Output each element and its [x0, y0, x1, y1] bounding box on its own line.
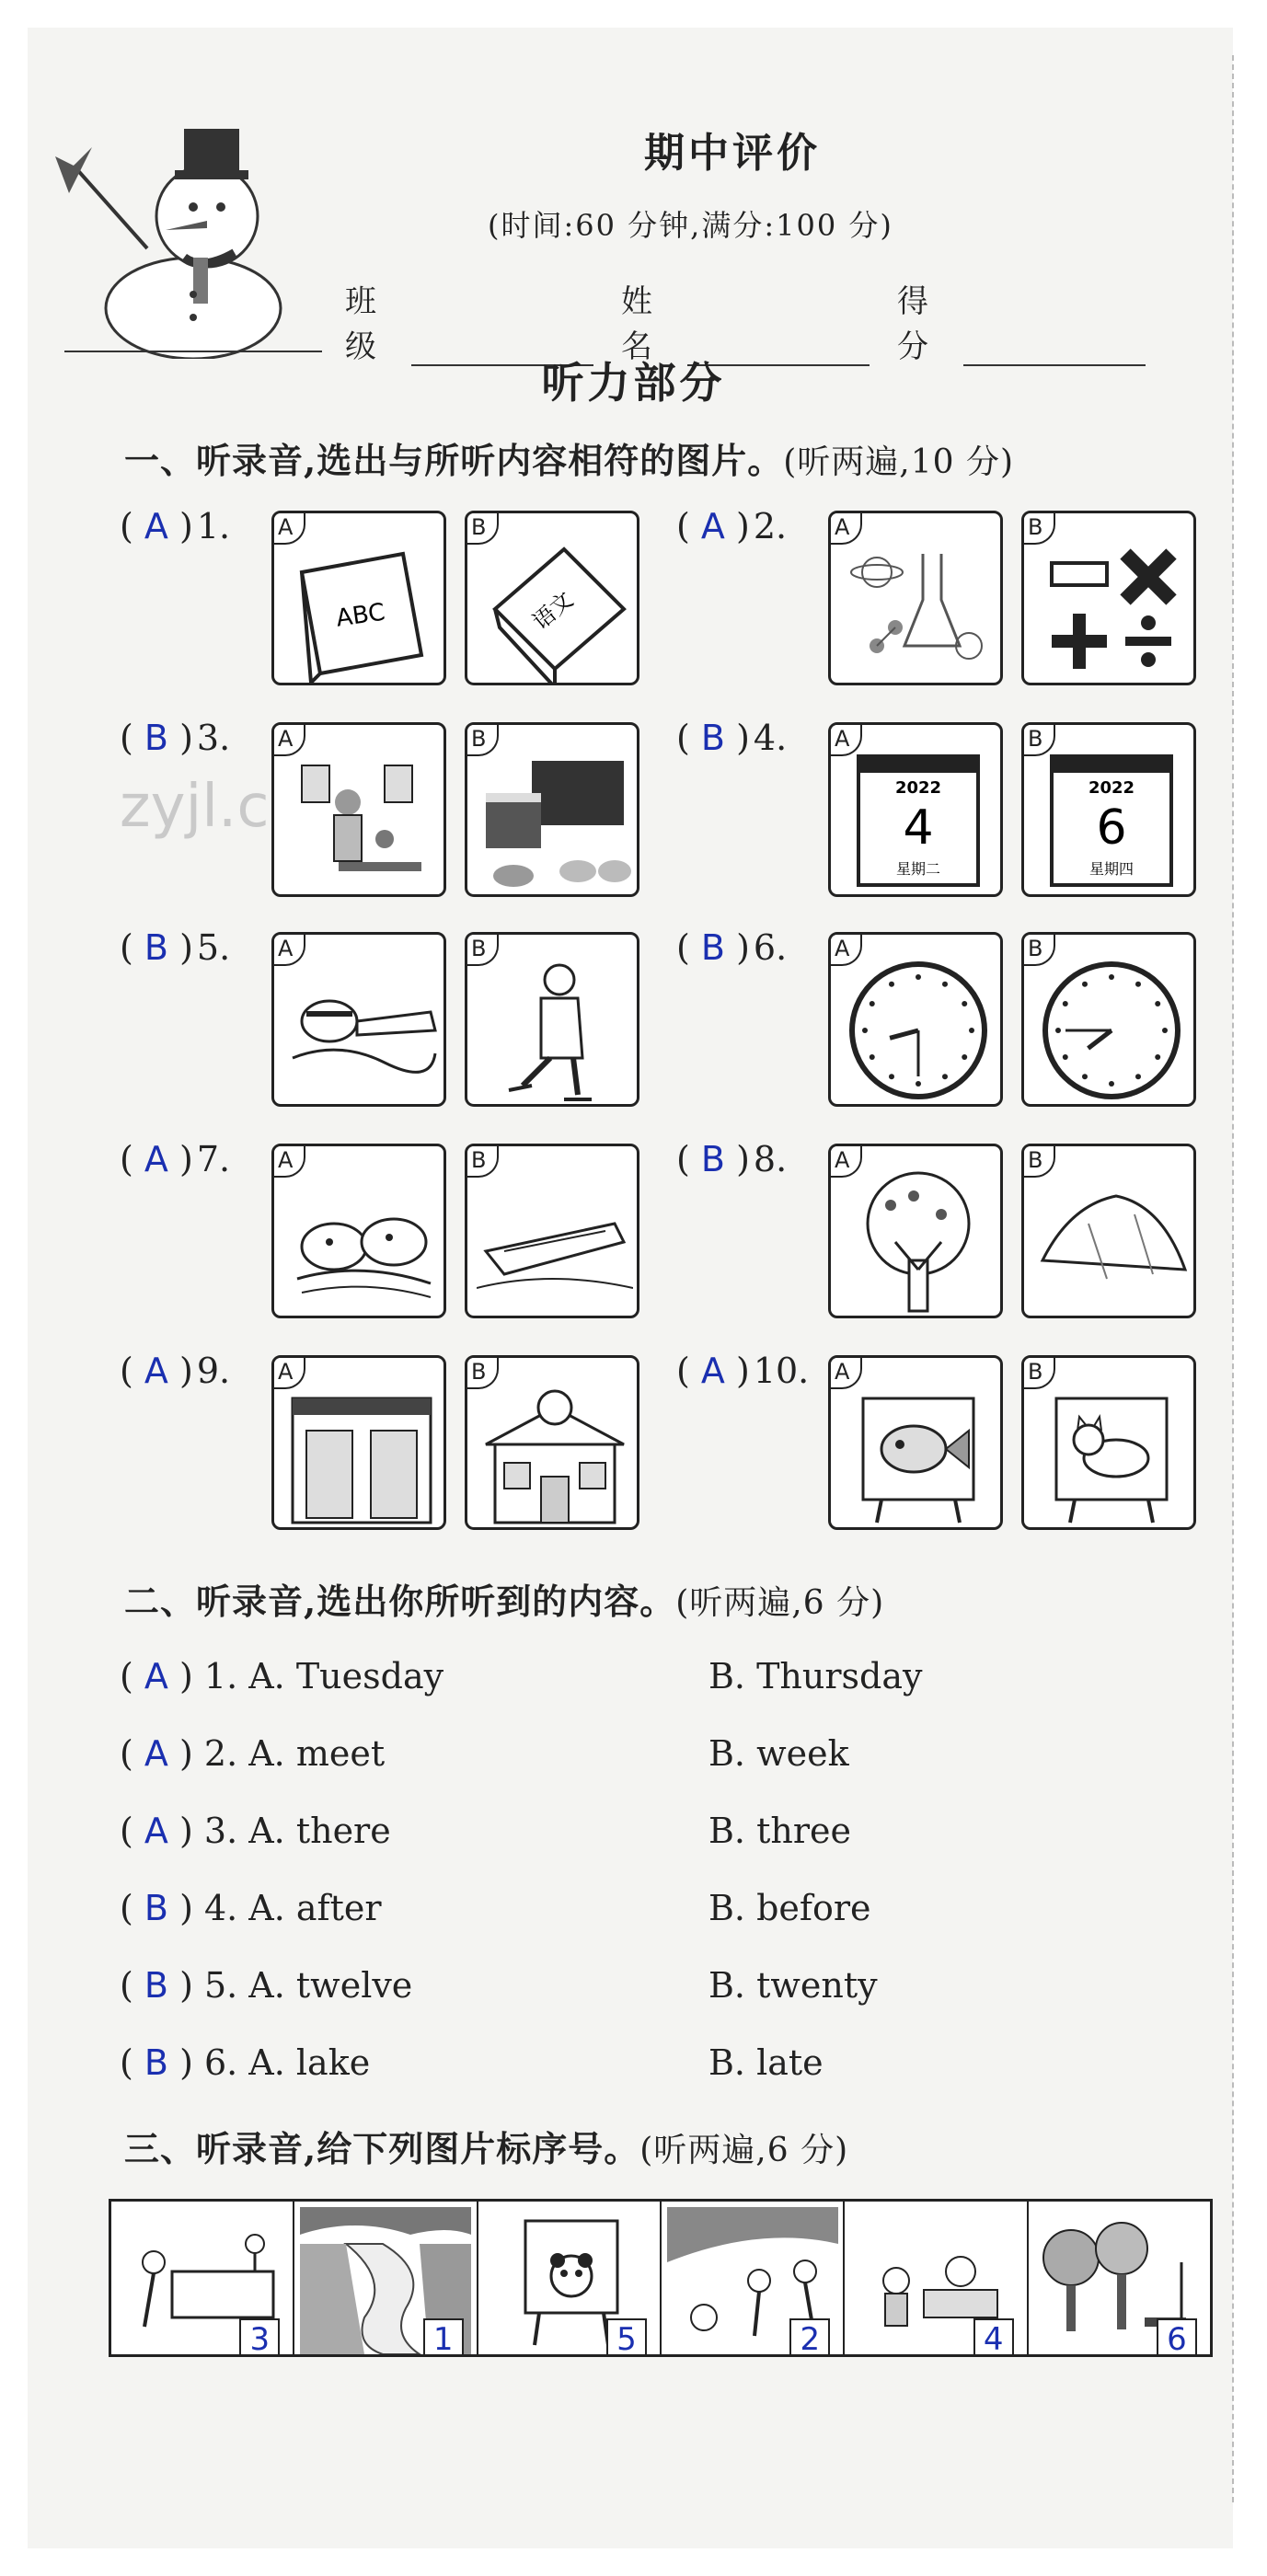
part2-option-a: ( A ) 1. A. Tuesday	[120, 1656, 444, 1696]
part1-question	[676, 506, 787, 546]
answer-value[interactable]: A	[144, 1656, 168, 1696]
part2-note: (听两遍,6 分)	[675, 1584, 885, 1622]
answer-value[interactable]: B	[144, 1965, 168, 2006]
option-a-picture[interactable]	[271, 1355, 446, 1530]
option-b-text: B. late	[708, 2042, 824, 2083]
option-a-text: 2. A. meet	[203, 1733, 386, 1774]
part3-picture	[1029, 2202, 1210, 2354]
sequence-number-box[interactable]: 2	[789, 2318, 830, 2354]
answer-value: B	[700, 927, 725, 968]
part3-heading	[124, 2121, 848, 2171]
calendar-day: 4	[903, 800, 934, 856]
part1-question	[120, 927, 230, 968]
listening-heading: 听力部分	[541, 358, 726, 408]
option-a-picture[interactable]	[828, 932, 1003, 1107]
shop-illustration	[283, 1380, 440, 1527]
option-a-text: 1. A. Tuesday	[203, 1656, 444, 1696]
part2-item	[120, 1888, 1132, 1928]
ducks-illustration	[283, 1168, 440, 1316]
answer-paren[interactable]: ( B ) 6.	[676, 927, 788, 968]
answer-value[interactable]: A	[144, 1811, 168, 1851]
science-illustration	[840, 535, 996, 683]
option-label: A	[831, 725, 862, 756]
watermark: zyjl.c	[120, 773, 270, 841]
option-label: A	[274, 935, 305, 966]
part1-question	[676, 1351, 810, 1391]
question-number: 5.	[196, 927, 231, 968]
answer-value: B	[700, 718, 725, 758]
question-number: 2.	[753, 506, 788, 546]
answer-value: A	[700, 506, 725, 546]
option-a-text: 6. A. lake	[203, 2042, 371, 2083]
option-a-picture[interactable]	[828, 1144, 1003, 1318]
part2-heading	[124, 1573, 884, 1624]
tree-illustration	[840, 1168, 996, 1316]
fold-line	[1232, 55, 1234, 2502]
option-b-text: B. week	[708, 1733, 849, 1774]
option-b-picture[interactable]	[465, 1144, 639, 1318]
answer-paren[interactable]: ( A ) 10.	[676, 1351, 810, 1391]
calendar-weekday: 星期二	[895, 860, 941, 878]
part2-item	[120, 1656, 1132, 1696]
option-b-picture[interactable]	[1021, 511, 1196, 685]
part3-picture	[662, 2202, 845, 2354]
part3-picture	[111, 2202, 294, 2354]
answer-value: A	[144, 1139, 168, 1179]
sequence-number-box[interactable]: 6	[1157, 2318, 1197, 2354]
option-label: A	[274, 725, 305, 756]
option-b-picture[interactable]	[465, 932, 639, 1107]
option-label: B	[1024, 725, 1055, 756]
answer-value[interactable]: B	[144, 1888, 168, 1928]
question-number: 9.	[196, 1351, 231, 1391]
part1-question	[676, 1139, 787, 1179]
option-a-picture[interactable]	[271, 932, 446, 1107]
part2-item	[120, 2042, 1132, 2083]
part1-question	[676, 718, 787, 758]
book-title: ABC	[334, 598, 387, 633]
calendar-year: 2022	[894, 778, 942, 798]
calendar-day: 6	[1096, 800, 1127, 856]
skating-illustration	[477, 957, 633, 1104]
option-label: B	[1024, 513, 1055, 545]
question-number: 6.	[753, 927, 788, 968]
restaurant-illustration	[477, 1380, 633, 1527]
answer-paren[interactable]: ( B ) 8.	[676, 1139, 788, 1179]
option-b-picture[interactable]	[1021, 1144, 1196, 1318]
option-a-text: 4. A. after	[203, 1888, 382, 1928]
sequence-number-box[interactable]: 5	[606, 2318, 647, 2354]
calendar-4-illustration	[840, 747, 996, 894]
cat-drawing-illustration	[1033, 1380, 1190, 1527]
option-label: B	[1024, 1146, 1055, 1178]
option-label: A	[831, 1358, 862, 1389]
exam-duration-score: (时间:60 分钟,满分:100 分)	[488, 208, 893, 243]
fish-drawing-illustration	[840, 1380, 996, 1527]
option-label: A	[831, 935, 862, 966]
part2-option-a: ( B ) 6. A. lake	[120, 2042, 371, 2083]
part1-question	[120, 1351, 230, 1391]
boat-illustration	[477, 1168, 633, 1316]
option-b-text: B. Thursday	[708, 1656, 923, 1696]
book-abc-illustration	[283, 535, 440, 683]
calendar-6-illustration	[1033, 747, 1190, 894]
part2-item	[120, 1965, 1132, 2006]
music-room-illustration	[477, 747, 633, 894]
answer-paren[interactable]: ( A ) 2.	[676, 506, 788, 546]
answer-paren[interactable]: ( B ) 5.	[120, 927, 231, 968]
answer-paren[interactable]: ( A ) 1.	[120, 506, 231, 546]
sequence-number-box[interactable]: 4	[973, 2318, 1014, 2354]
page-title: 期中评价	[644, 130, 821, 177]
part3-picture	[845, 2202, 1028, 2354]
part1-question	[676, 927, 787, 968]
option-label: A	[274, 1146, 305, 1178]
part2-item	[120, 1733, 1132, 1774]
answer-paren[interactable]: ( A ) 9.	[120, 1351, 231, 1391]
option-label: A	[831, 1146, 862, 1178]
option-label: B	[467, 1358, 499, 1389]
part2-title: 二、听录音,选出你所听到的内容。	[124, 1581, 676, 1622]
question-number: 4.	[753, 718, 788, 758]
option-a-picture[interactable]	[828, 511, 1003, 685]
part1-heading	[124, 432, 1014, 483]
question-number: 1.	[196, 506, 231, 546]
option-label: A	[831, 513, 862, 545]
part3-picture	[478, 2202, 662, 2354]
part1-question	[120, 506, 230, 546]
option-label: A	[274, 1358, 305, 1389]
answer-value[interactable]: A	[144, 1733, 168, 1774]
question-number: 10.	[753, 1351, 810, 1391]
answer-value: B	[700, 1139, 725, 1179]
name-label: 姓名	[621, 283, 652, 365]
sequence-number-box[interactable]: 1	[423, 2318, 464, 2354]
part1-question	[120, 718, 230, 758]
option-a-text: 5. A. twelve	[203, 1965, 413, 2006]
question-number: 8.	[753, 1139, 788, 1179]
option-a-picture[interactable]	[828, 722, 1003, 897]
answer-value: B	[144, 927, 168, 968]
option-b-picture[interactable]	[465, 722, 639, 897]
option-a-picture[interactable]	[271, 1144, 446, 1318]
part2-option-a: ( A ) 3. A. there	[120, 1811, 391, 1851]
answer-value[interactable]: B	[144, 2042, 168, 2083]
calendar-weekday: 星期四	[1088, 860, 1135, 878]
option-b-text: B. twenty	[708, 1965, 878, 2006]
option-label: B	[467, 935, 499, 966]
math-symbols-illustration	[1033, 535, 1190, 683]
option-b-picture[interactable]	[465, 511, 639, 685]
score-label: 得分	[897, 283, 928, 365]
answer-value: A	[700, 1351, 725, 1391]
option-b-picture[interactable]	[1021, 722, 1196, 897]
clock-830-illustration	[840, 957, 996, 1104]
calendar-year: 2022	[1088, 778, 1135, 798]
option-a-picture[interactable]	[271, 722, 446, 897]
option-b-text: B. before	[708, 1888, 871, 1928]
option-label: B	[1024, 935, 1055, 966]
option-label: B	[467, 513, 499, 545]
option-label: A	[274, 513, 305, 545]
answer-paren[interactable]: ( B ) 4.	[676, 718, 788, 758]
option-a-picture[interactable]	[828, 1355, 1003, 1530]
swimming-illustration	[283, 957, 440, 1104]
part1-question	[120, 1139, 230, 1179]
part1-title: 一、听录音,选出与所听内容相符的图片。	[124, 440, 784, 481]
snowman-illustration	[55, 110, 331, 359]
question-number: 3.	[196, 718, 231, 758]
part2-option-a: ( B ) 5. A. twelve	[120, 1965, 413, 2006]
option-b-picture[interactable]	[465, 1355, 639, 1530]
art-room-illustration	[283, 747, 440, 894]
question-number: 7.	[196, 1139, 231, 1179]
answer-value: A	[144, 1351, 168, 1391]
class-label: 班级	[345, 283, 376, 365]
part2-option-a: ( A ) 2. A. meet	[120, 1733, 386, 1774]
option-b-text: B. three	[708, 1811, 851, 1851]
part2-item	[120, 1811, 1132, 1851]
part3-picture-strip	[109, 2199, 1213, 2357]
answer-paren[interactable]: ( B ) 3.	[120, 718, 231, 758]
part2-option-a: ( B ) 4. A. after	[120, 1888, 382, 1928]
part3-picture	[294, 2202, 478, 2354]
part1-note: (听两遍,10 分)	[783, 443, 1015, 481]
answer-paren[interactable]: ( A ) 7.	[120, 1139, 231, 1179]
hill-illustration	[1033, 1168, 1190, 1316]
answer-value: B	[144, 718, 168, 758]
part3-title: 三、听录音,给下列图片标序号。	[124, 2128, 640, 2169]
answer-value: A	[144, 506, 168, 546]
part3-note: (听两遍,6 分)	[639, 2132, 849, 2169]
option-label: B	[467, 1146, 499, 1178]
option-label: B	[1024, 1358, 1055, 1389]
option-a-picture[interactable]	[271, 511, 446, 685]
option-a-text: 3. A. there	[203, 1811, 391, 1851]
option-label: B	[467, 725, 499, 756]
option-b-picture[interactable]	[1021, 1355, 1196, 1530]
option-b-picture[interactable]	[1021, 932, 1196, 1107]
sequence-number-box[interactable]: 3	[239, 2318, 280, 2354]
clock-745-illustration	[1033, 957, 1190, 1104]
book-title: 语文	[527, 586, 579, 636]
book-yuwen-illustration	[477, 535, 633, 683]
